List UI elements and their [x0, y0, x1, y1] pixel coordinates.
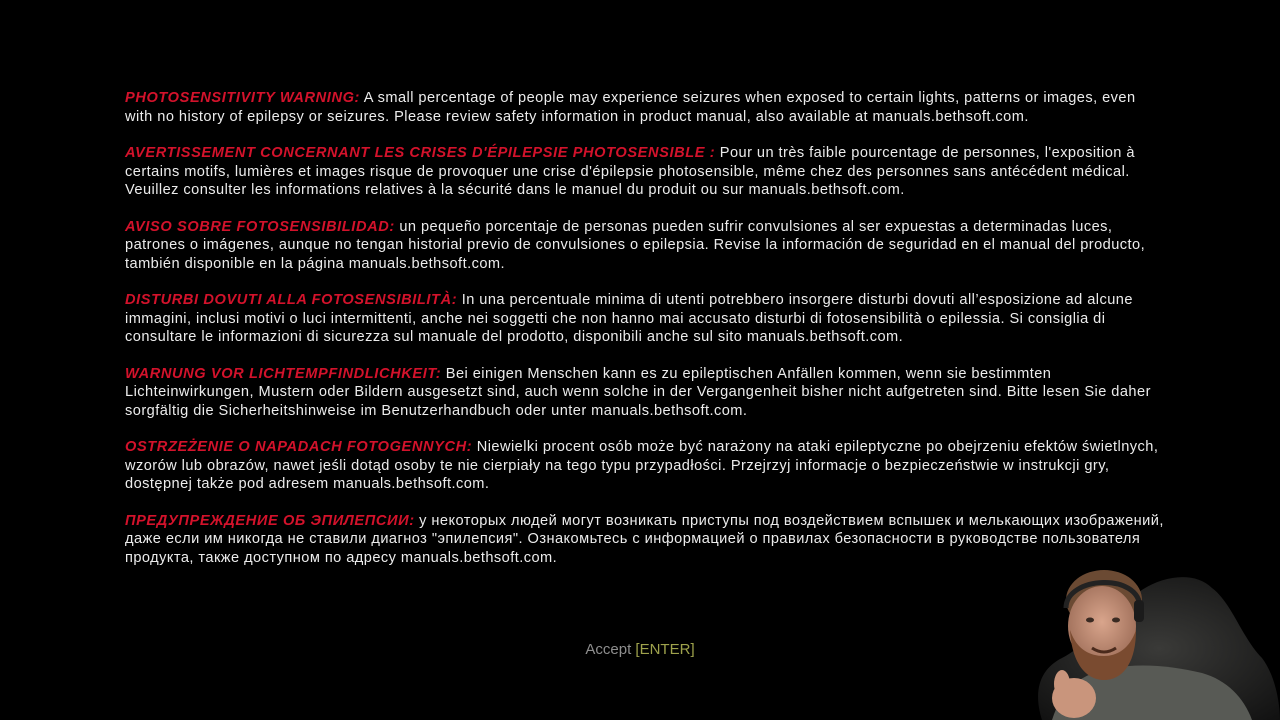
accept-key-close-bracket: ]	[690, 641, 695, 658]
warnings-list	[125, 89, 1165, 585]
warning-english	[125, 89, 1165, 126]
warning-body: In una percentuale minima di utenti potrebbero insorgere disturbi dovuti all’esposizione ad alcune immagini, inclusi motivi o luci intermittenti, anche nei soggetti che non hanno mai accusato disturbi di fotosensibilità o epilessia. Si consiglia di consultare le informazioni di sicurezza sul manuale del prodotto, disponibili anche sul sito manuals.bethsoft.com.	[125, 292, 1133, 345]
warning-heading: AVISO SOBRE FOTOSENSIBILIDAD:	[125, 218, 395, 235]
warning-heading: DISTURBI DOVUTI ALLA FOTOSENSIBILITÀ:	[125, 292, 458, 308]
warning-body: A small percentage of people may experience seizures when exposed to certain lights, patterns or images, even with no history of epilepsy or seizures. Please review safety information in product manual, also available at manuals.bethsoft.com.	[125, 90, 1136, 125]
accept-key-open-bracket: [	[635, 641, 640, 658]
warning-heading: PHOTOSENSITIVITY WARNING:	[125, 90, 361, 106]
warning-body: Bei einigen Menschen kann es zu epileptischen Anfällen kommen, wenn sie bestimmten Lichteinwirkungen, Mustern oder Bildern ausgesetzt sind, auch wenn solche in der Vergangenheit bisher nicht aufgetreten sind. Bitte lesen Sie daher sorgfältig die Sicherheitshinweise im Benutzerhandbuch oder unter manuals.bethsoft.com.	[125, 365, 1151, 419]
warning-body: Niewielki procent osób może być narażony na ataki epileptyczne po obejrzeniu efektów świetlnych, wzorów lub obrazów, nawet jeśli dotąd osoby te nie cierpiały na tego typu przypadłości. Przejrzyj informacje o bezpieczeństwie w instrukcji gry, dostępnej także pod adresem manuals.bethsoft.com.	[125, 439, 1159, 492]
warning-body: у некоторых людей могут возникать приступы под воздействием вспышек и мелькающих изображений, даже если им никогда не ставили диагноз "эпилепсия". Ознакомьтесь с информацией о правилах безопасности в руководстве пользователя продукта, также доступном по адресу manuals.bethsoft.com.	[125, 512, 1164, 566]
warning-italian	[125, 291, 1165, 347]
warning-body: Pour un très faible pourcentage de personnes, l'exposition à certains motifs, lumières et images risque de provoquer une crise d'épilepsie photosensible, même chez des personnes sans antécédent médical. Veuillez consulter les informations relatives à la sécurité dans le manuel du produit ou sur manuals.bethsoft.com.	[125, 145, 1135, 198]
warning-heading: AVERTISSEMENT CONCERNANT LES CRISES D'ÉPILEPSIE PHOTOSENSIBLE :	[125, 145, 716, 161]
warning-heading: WARNUNG VOR LICHTEMPFINDLICHKEIT:	[125, 365, 442, 382]
webcam-streamer-icon	[1022, 548, 1280, 720]
warning-heading: OSTRZEŻENIE O NAPADACH FOTOGENNYCH:	[125, 439, 473, 455]
accept-label: Accept	[585, 641, 632, 658]
warning-heading: ПРЕДУПРЕЖДЕНИЕ ОБ ЭПИЛЕПСИИ:	[125, 512, 415, 529]
accept-key-hint: ENTER	[639, 641, 691, 658]
warning-body: un pequeño porcentaje de personas pueden sufrir convulsiones al ser expuestas a determinadas luces, patrones o imágenes, aunque no tengan historial previo de convulsiones o epilepsia. Revise la información de seguridad en el manual del producto, también disponible en la página manuals.bethsoft.com.	[125, 218, 1146, 272]
warning-german	[125, 365, 1165, 421]
warning-russian	[125, 512, 1165, 568]
warning-spanish	[125, 218, 1165, 274]
warning-polish	[125, 438, 1165, 494]
warning-french	[125, 144, 1165, 200]
